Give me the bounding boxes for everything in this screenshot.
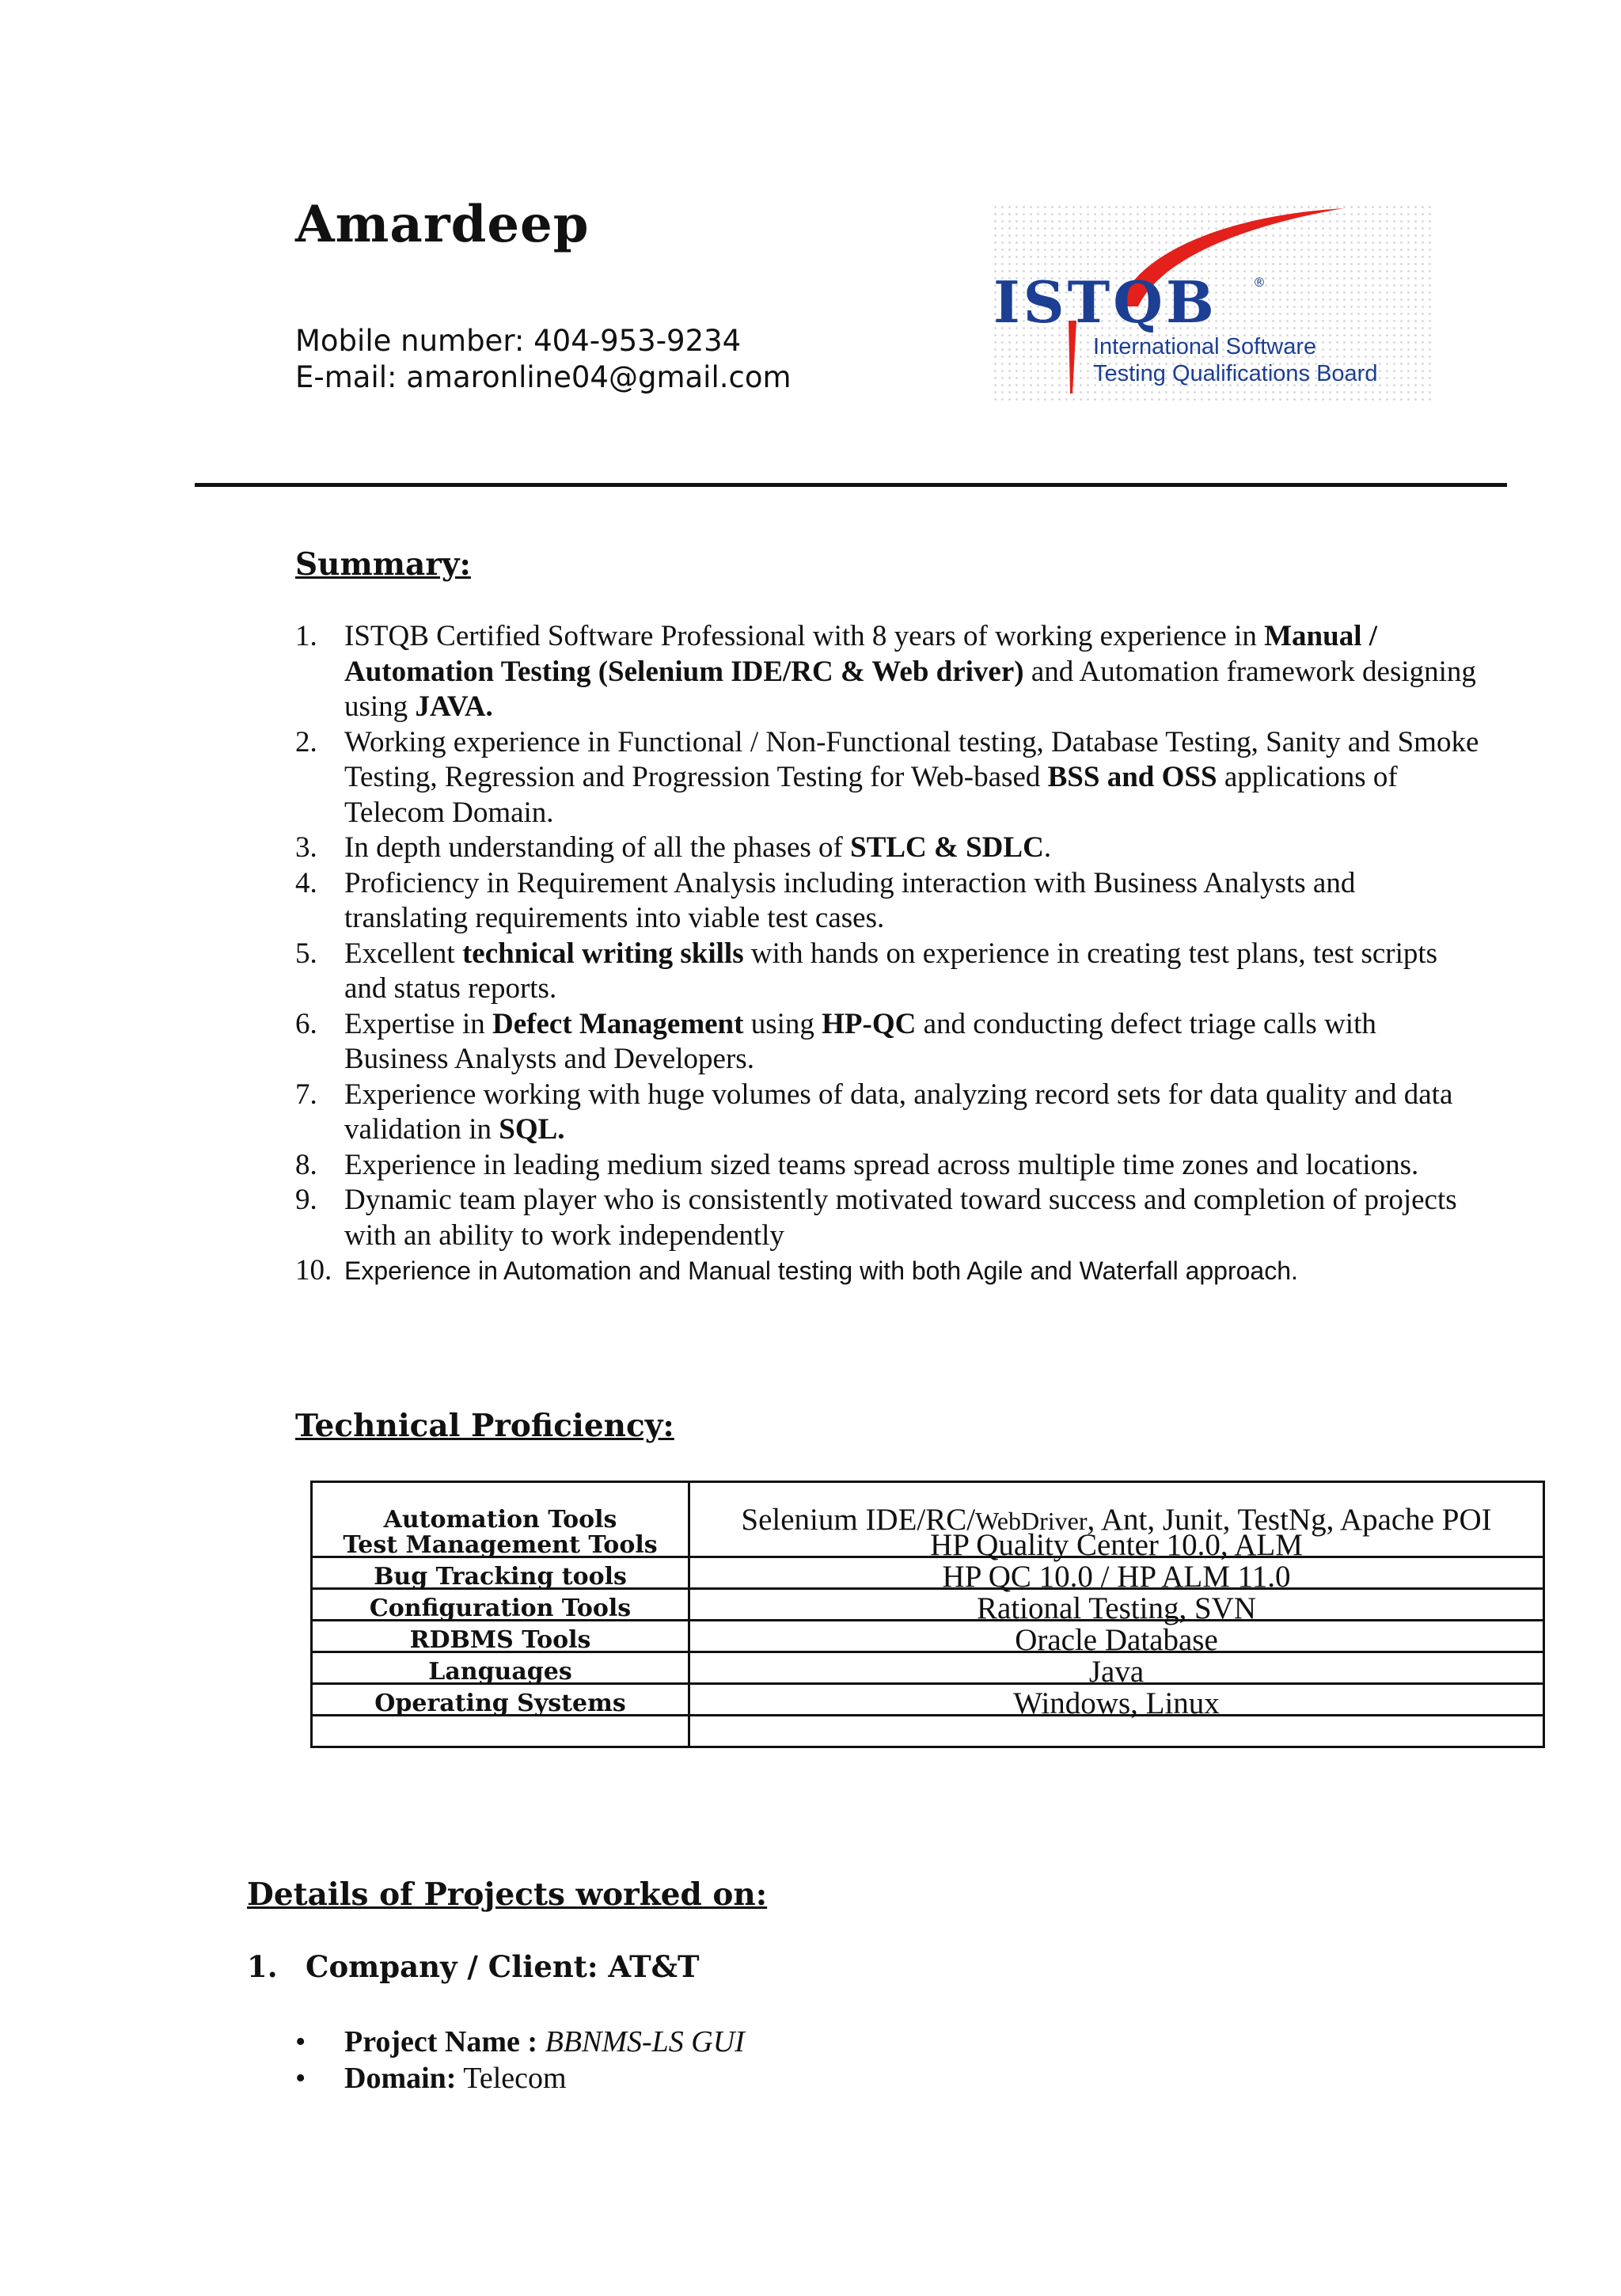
project-name-value: BBNMS-LS GUI	[545, 2025, 745, 2058]
tech-row	[312, 1716, 1544, 1747]
summary-item-number: 1.	[295, 620, 317, 652]
summary-item-number: 8.	[295, 1148, 317, 1181]
company-line	[247, 1949, 700, 1984]
contact-block	[295, 323, 792, 396]
project-bullets	[295, 2024, 745, 2096]
technical-proficiency-table	[310, 1481, 1545, 1748]
summary-item-number: 3.	[295, 831, 317, 864]
summary-heading: Summary:	[295, 546, 471, 583]
summary-item-number: 2.	[295, 725, 317, 758]
summary-item-number: 10.	[295, 1254, 332, 1287]
tech-tool-cell: Configuration Tools	[312, 1621, 689, 1652]
summary-item: 10. Experience in Automation and Manual testing with both Agile and Waterfall approach.	[295, 1253, 1482, 1289]
summary-item-number: 7.	[295, 1078, 317, 1111]
summary-item: 1. ISTQB Certified Software Professional with 8 years of working experience in Manual / Automation Testing (Selenium IDE/RC & Web driver) and Automation framework designing using JAVA.	[295, 620, 1476, 723]
technical-heading: Technical Proficiency:	[295, 1408, 674, 1444]
summary-item: 3. In depth understanding of all the phases of STLC & SDLC.	[295, 831, 1482, 866]
tech-value-cell: Oracle Database	[689, 1652, 1544, 1684]
projects-heading: Details of Projects worked on:	[247, 1876, 768, 1913]
summary-item-number: 9.	[295, 1184, 317, 1216]
summary-list	[295, 619, 1482, 1289]
email-address: E-mail: amaronline04@gmail.com	[295, 360, 792, 394]
summary-item: 2. Working experience in Functional / Non-Functional testing, Database Testing, Sanity and Smoke Testing, Regression and Progression Testing for Web-based BSS and OSS applications of Telecom Domain.	[295, 725, 1479, 829]
summary-item-number: 4.	[295, 866, 317, 899]
summary-item-number: 6.	[295, 1007, 317, 1040]
summary-item: 7. Experience working with huge volumes of data, analyzing record sets for data quality and data validation in SQL.	[295, 1078, 1453, 1146]
candidate-name: Amardeep	[295, 195, 590, 254]
project-name-item: • Project Name : BBNMS-LS GUI	[295, 2024, 745, 2060]
tech-tool-cell: Test Management Tools	[312, 1557, 689, 1589]
tech-value-cell: Selenium IDE/RC/WebDriver, Ant, Junit, TestNg, Apache POI	[689, 1482, 1544, 1557]
istqb-logo	[992, 203, 1435, 401]
summary-item: 4. Proficiency in Requirement Analysis including interaction with Business Analysts and translating requirements into viable test cases.	[295, 866, 1356, 934]
company-index: 1.	[247, 1949, 278, 1984]
summary-item: 8. Experience in leading medium sized teams spread across multiple time zones and locations.	[295, 1148, 1482, 1184]
istqb-logo-graphic	[992, 203, 1435, 401]
tech-value-cell: HP Quality Center 10.0, ALM	[689, 1557, 1544, 1589]
tech-value-cell: Windows, Linux	[689, 1716, 1544, 1747]
tech-tool-cell: Operating Systems	[312, 1716, 689, 1747]
header-divider	[195, 483, 1507, 487]
summary-item-number: 5.	[295, 937, 317, 970]
summary-item: 6. Expertise in Defect Management using HP-QC and conducting defect triage calls with Business Analysts and Developers.	[295, 1007, 1376, 1075]
company-label: Company / Client: AT&T	[306, 1949, 700, 1984]
svg-text:®: ®	[1253, 275, 1266, 290]
tech-value-cell: HP QC 10.0 / HP ALM 11.0	[689, 1589, 1544, 1621]
mobile-number: Mobile number: 404-953-9234	[295, 324, 742, 358]
summary-item: 9. Dynamic team player who is consistently motivated toward success and completion of projects with an ability to work independently	[295, 1184, 1457, 1252]
istqb-acronym: ISTQB	[993, 268, 1217, 336]
domain-value: Telecom	[456, 2062, 567, 2095]
tech-tool-cell: RDBMS Tools	[312, 1652, 689, 1684]
tech-value-cell: Java	[689, 1684, 1544, 1716]
tech-value-cell: Rational Testing, SVN	[689, 1621, 1544, 1652]
istqb-line1: International Software	[1093, 334, 1317, 359]
tech-tool-cell: Languages	[312, 1684, 689, 1716]
tech-tool-cell: Bug Tracking tools	[312, 1589, 689, 1621]
istqb-line2: Testing Qualifications Board	[1093, 361, 1378, 386]
summary-item: 5. Excellent technical writing skills with hands on experience in creating test plans, test scripts and status reports.	[295, 937, 1438, 1005]
tech-tool-cell: Automation Tools	[312, 1482, 689, 1557]
domain-item: • Domain: Telecom	[295, 2060, 745, 2096]
